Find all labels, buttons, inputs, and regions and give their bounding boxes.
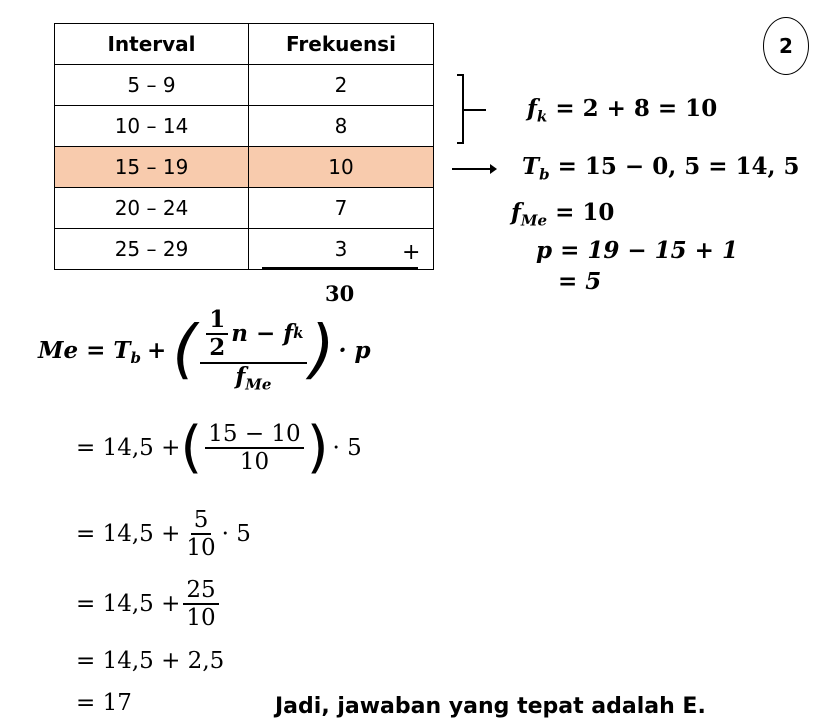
table-row: [55, 188, 434, 229]
table-row: [55, 229, 434, 270]
step-1-fraction: $\frac{15 - 10}{10}$: [205, 421, 303, 476]
table-row: [55, 106, 434, 147]
cell-interval: 10 – 14: [55, 106, 249, 147]
formula-fraction: $\frac{1}{2}$ n − f k $f_{Me}$: [200, 307, 306, 394]
cell-freq: 10: [249, 147, 434, 188]
table-total: 30: [325, 281, 355, 306]
step-3-fraction: $\frac{25}{10}$: [183, 577, 218, 632]
p-result: = 5: [558, 268, 602, 295]
cell-interval: 20 – 24: [55, 188, 249, 229]
step-3: = 14,5 + $\frac{25}{10}$: [76, 572, 222, 636]
p-equation: p = 19 − 15 + 1: [536, 237, 738, 264]
header-interval: Interval: [55, 24, 249, 65]
table-row-median-class: [55, 147, 434, 188]
bracket-arrow-graphics: [440, 70, 510, 190]
step-4: = 14,5 + 2,5: [76, 648, 225, 674]
frequency-table: [54, 23, 434, 270]
cell-interval: 15 – 19: [55, 147, 249, 188]
step-2-fraction: $\frac{5}{10}$: [186, 506, 216, 561]
cell-freq: 7: [249, 188, 434, 229]
sum-line: [262, 267, 418, 270]
fme-equation: $f_{Me} = 10$: [511, 199, 615, 230]
question-number-badge: 2: [763, 17, 809, 75]
fk-equation: $f_k = 2 + 8 = 10$: [527, 95, 718, 126]
half-fraction: $\frac{1}{2}$: [206, 307, 228, 362]
header-frekuensi: Frekuensi: [249, 24, 434, 65]
table-row: [55, 65, 434, 106]
step-1: = 14,5 + ( $\frac{15 - 10}{10}$ ) · 5: [76, 415, 362, 480]
right-brace-icon: [457, 75, 486, 143]
cell-freq: 3: [249, 229, 434, 270]
table-header-row: [55, 24, 434, 65]
cell-freq: 2: [249, 65, 434, 106]
step-2: = 14,5 + $\frac{5}{10}$ · 5: [76, 506, 251, 561]
median-formula: Me = T $_b$ + ( $\frac{1}{2}$ n − f k $f_{Me}$ ) · p: [38, 305, 371, 394]
cell-freq: 8: [249, 106, 434, 147]
cell-interval: 25 – 29: [55, 229, 249, 270]
step-5: = 17: [76, 690, 132, 716]
sum-plus-sign: +: [402, 240, 421, 265]
tb-equation: $T_b = 15 - 0$, 5 = 14, 5: [522, 153, 800, 184]
cell-interval: 5 – 9: [55, 65, 249, 106]
conclusion-text: Jadi, jawaban yang tepat adalah E.: [275, 694, 706, 719]
